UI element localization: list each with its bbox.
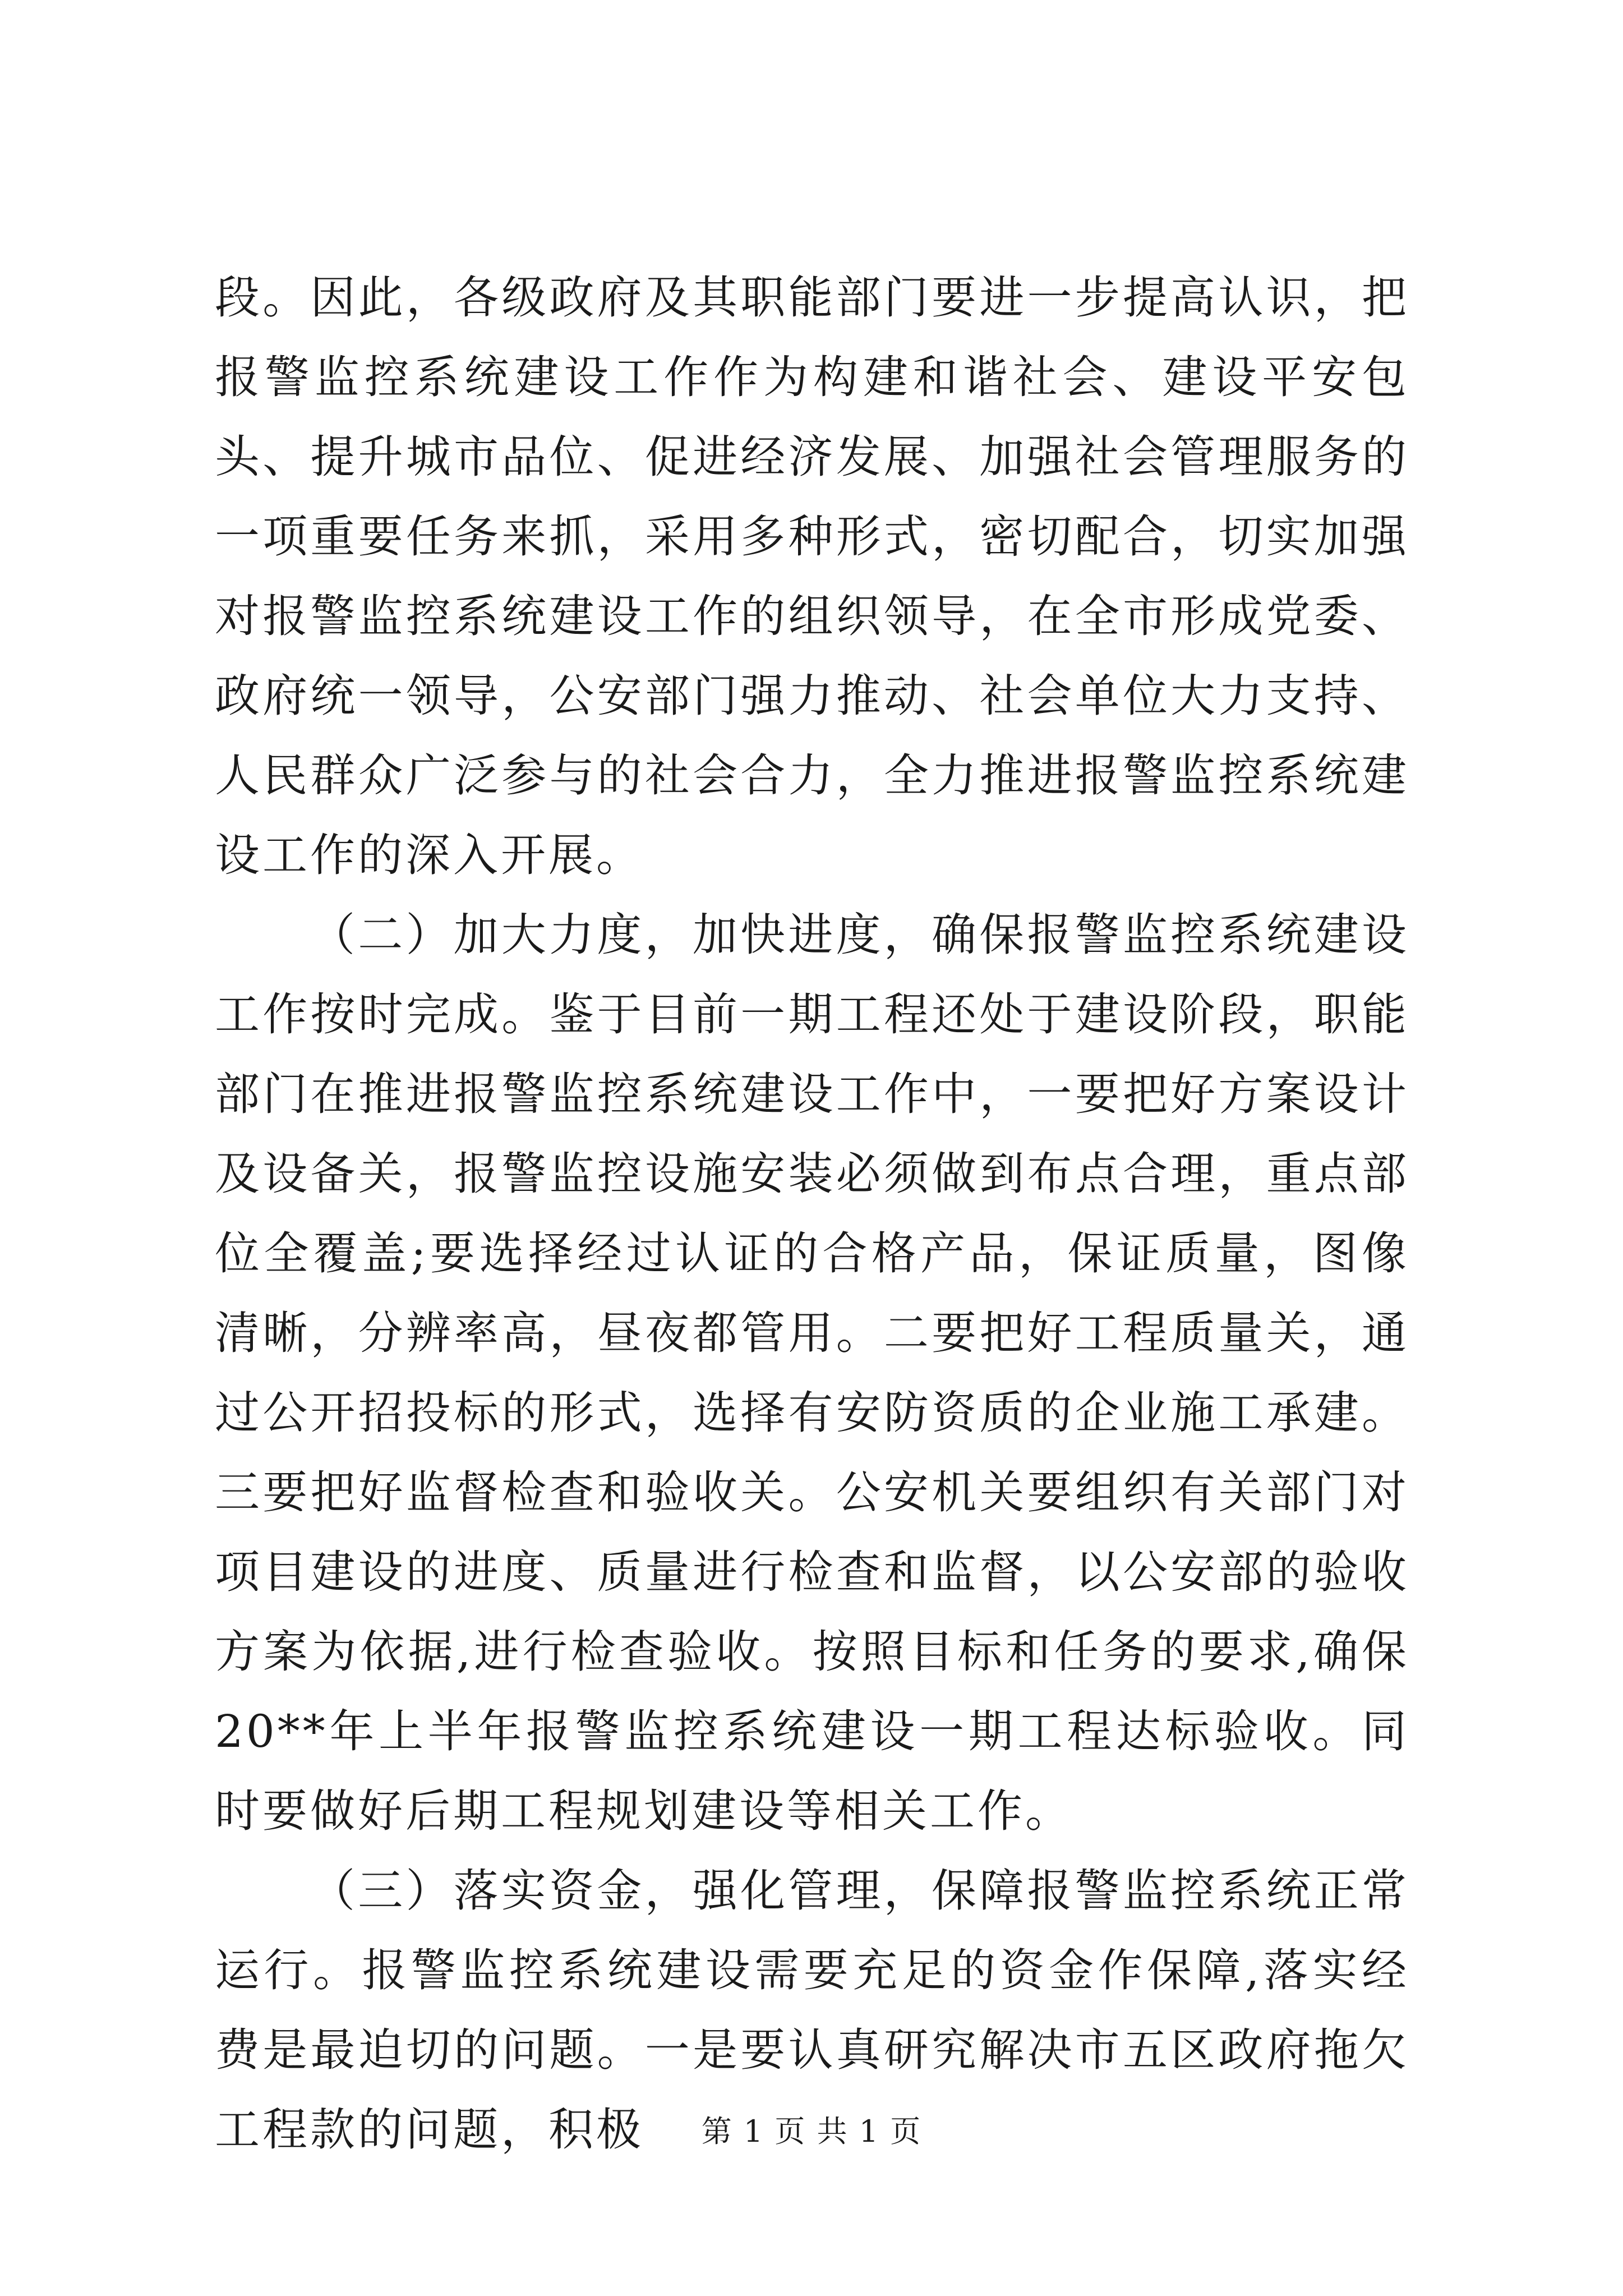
document-body <box>215 258 1409 2170</box>
paragraph-3: （三）落实资金，强化管理，保障报警监控系统正常运行。报警监控系统建设需要充足的资金作保障,落实经费是最迫切的问题。一是要认真研究解决市五区政府拖欠工程款的问题，积极 <box>215 1865 1409 2156</box>
paragraph-1: 段。因此，各级政府及其职能部门要进一步提高认识，把报警监控系统建设工作作为构建和谐社会、建设平安包头、提升城市品位、促进经济发展、加强社会管理服务的一项重要任务来抓，采用多种形式，密切配合，切实加强对报警监控系统建设工作的组织领导，在全市形成党委、政府统一领导，公安部门强力推动、社会单位大力支持、人民群众广泛参与的社会合力，全力推进报警监控系统建设工作的深入开展。 <box>215 272 1409 881</box>
paragraph-2: （二）加大力度，加快进度，确保报警监控系统建设工作按时完成。鉴于目前一期工程还处于建设阶段，职能部门在推进报警监控系统建设工作中，一要把好方案设计及设备关，报警监控设施安装必须做到布点合理，重点部位全覆盖;要选择经过认证的合格产品，保证质量，图像清晰，分辨率高，昼夜都管用。二要把好工程质量关，通过公开招投标的形式，选择有安防资质的企业施工承建。三要把好监督检查和验收关。公安机关要组织有关部门对项目建设的进度、质量进行检查和监督，以公安部的验收方案为依据,进行检查验收。按照目标和任务的要求,确保20**年上半年报警监控系统建设一期工程达标验收。同时要做好后期工程规划建设等相关工作。 <box>215 909 1409 1837</box>
page-footer: 第 1 页 共 1 页 <box>701 2114 922 2149</box>
